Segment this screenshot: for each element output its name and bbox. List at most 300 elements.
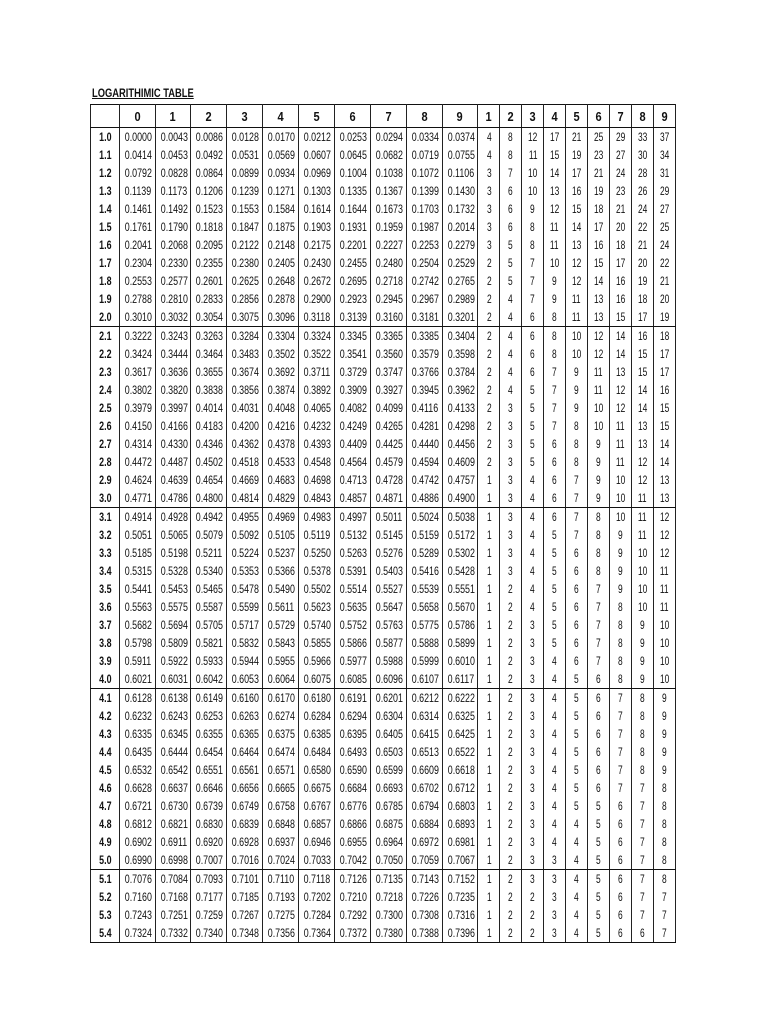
mean-difference: 8 (640, 709, 645, 723)
mean-difference: 34 (659, 148, 670, 162)
mean-difference-cell (544, 779, 566, 797)
mean-difference-cell (653, 689, 675, 708)
mean-difference-cell (609, 833, 631, 851)
log-value-cell (442, 164, 478, 182)
mean-difference: 5 (596, 835, 601, 849)
log-value: 0.3856 (232, 383, 260, 397)
log-value: 0.6053 (232, 672, 260, 686)
row-label (91, 363, 120, 381)
row-label (91, 689, 120, 708)
log-value-cell (155, 308, 191, 327)
mean-difference-cell (609, 272, 631, 290)
mean-difference-cell (544, 200, 566, 218)
mean-difference-cell (478, 743, 500, 761)
mean-difference-cell (522, 743, 544, 761)
log-value-cell (299, 272, 335, 290)
log-value: 0.4393 (303, 437, 332, 451)
mean-difference-cell (588, 870, 610, 889)
row-label-text: 1.1 (98, 148, 112, 162)
log-value: 0.3927 (375, 383, 403, 397)
mean-difference-cell (522, 670, 544, 689)
log-value: 0.4014 (196, 401, 224, 415)
log-value-cell (263, 689, 299, 708)
mean-difference-cell (609, 308, 631, 327)
log-value-cell (119, 689, 155, 708)
mean-difference: 20 (637, 256, 648, 270)
mean-difference-cell (588, 471, 610, 489)
log-value: 0.3838 (196, 383, 224, 397)
mean-difference: 2 (508, 926, 514, 940)
log-value: 0.6972 (411, 835, 439, 849)
mean-difference-cell (544, 888, 566, 906)
mean-difference-cell (588, 526, 610, 544)
mean-difference-cell (500, 924, 522, 943)
log-value: 0.4548 (303, 455, 332, 469)
mean-difference-cell (609, 924, 631, 943)
mean-difference: 6 (574, 654, 579, 668)
mean-difference-cell (544, 797, 566, 815)
mean-difference: 2 (508, 636, 514, 650)
log-value: 0.1818 (196, 220, 224, 234)
log-value-cell (227, 453, 263, 471)
log-value-cell (406, 580, 442, 598)
mean-difference: 7 (574, 510, 579, 524)
mean-difference: 7 (574, 491, 579, 505)
log-value: 0.6551 (196, 763, 224, 777)
mean-difference-cell (478, 363, 500, 381)
mean-difference-cell (544, 182, 566, 200)
mean-difference: 4 (508, 383, 514, 397)
column-header-label: 0 (134, 108, 141, 124)
mean-difference: 8 (574, 419, 579, 433)
log-value-cell (119, 327, 155, 346)
log-value: 0.1004 (339, 166, 367, 180)
table-row (91, 888, 676, 906)
log-value-cell (263, 670, 299, 689)
log-value: 0.1761 (124, 220, 152, 234)
mean-difference-cell (544, 254, 566, 272)
mean-difference-cell (544, 453, 566, 471)
mean-difference-cell (566, 634, 588, 652)
mean-difference: 13 (550, 184, 560, 198)
mean-difference-cell (544, 562, 566, 580)
log-value-cell (191, 290, 227, 308)
mean-difference: 1 (486, 473, 492, 487)
log-value: 0.3979 (124, 401, 152, 415)
log-value-cell (406, 562, 442, 580)
mean-difference: 12 (659, 528, 670, 542)
log-value: 0.4502 (196, 455, 224, 469)
log-value: 0.6294 (339, 709, 367, 723)
log-value-cell (334, 508, 370, 527)
log-value-cell (370, 743, 406, 761)
log-value: 0.6875 (375, 817, 403, 831)
table-body (91, 128, 676, 943)
mean-difference-cell (631, 544, 653, 562)
mean-difference-cell (522, 888, 544, 906)
log-value: 0.2529 (447, 256, 475, 270)
log-value: 0.5866 (339, 636, 367, 650)
mean-difference-cell (631, 128, 653, 147)
log-value: 0.1523 (196, 202, 224, 216)
mean-difference: 24 (637, 202, 648, 216)
log-value: 0.6474 (267, 745, 296, 759)
mean-difference-cell (609, 399, 631, 417)
mean-difference: 10 (615, 491, 626, 505)
log-value: 0.6893 (447, 817, 475, 831)
table-row (91, 290, 676, 308)
mean-difference: 8 (662, 853, 667, 867)
mean-difference: 4 (552, 763, 558, 777)
log-value-cell (227, 290, 263, 308)
mean-difference: 5 (552, 546, 558, 560)
mean-difference: 4 (574, 853, 579, 867)
table-row (91, 489, 676, 508)
log-value-cell (155, 779, 191, 797)
log-value: 0.3464 (196, 347, 224, 361)
mean-difference-cell (544, 544, 566, 562)
column-header-label: 9 (456, 108, 464, 124)
mean-difference: 1 (486, 491, 492, 505)
log-value: 0.3345 (339, 329, 367, 343)
log-value: 0.5366 (267, 564, 296, 578)
mean-difference: 4 (530, 600, 536, 614)
mean-difference-cell (566, 218, 588, 236)
log-value: 0.6693 (375, 781, 403, 795)
log-value: 0.4829 (267, 491, 296, 505)
mean-difference: 1 (486, 691, 492, 705)
mean-difference: 10 (637, 600, 648, 614)
mean-difference: 21 (637, 238, 648, 252)
mean-difference-cell (544, 707, 566, 725)
log-value-cell (442, 634, 478, 652)
log-value: 0.1038 (375, 166, 403, 180)
log-value: 0.6675 (303, 781, 332, 795)
log-value: 0.1271 (267, 184, 296, 198)
row-label (91, 128, 120, 147)
log-value: 0.7042 (339, 853, 367, 867)
row-label-text: 5.2 (98, 890, 112, 904)
mean-difference-cell (478, 598, 500, 616)
log-value-cell (406, 634, 442, 652)
log-value: 0.3160 (375, 310, 403, 324)
row-label (91, 652, 120, 670)
log-value-cell (263, 128, 299, 147)
mean-difference: 4 (552, 817, 558, 831)
mean-difference: 16 (637, 329, 648, 343)
log-value-cell (191, 761, 227, 779)
log-value-cell (299, 417, 335, 435)
mean-difference-cell (566, 399, 588, 417)
log-value: 0.5999 (411, 654, 439, 668)
log-value: 0.6902 (124, 835, 152, 849)
mean-difference: 8 (552, 310, 558, 324)
table-row (91, 833, 676, 851)
log-value-cell (227, 689, 263, 708)
log-value: 0.6749 (232, 799, 260, 813)
mean-difference: 7 (640, 781, 645, 795)
mean-difference: 12 (571, 256, 582, 270)
log-value: 0.5933 (196, 654, 224, 668)
log-value: 0.0170 (267, 130, 296, 144)
mean-difference-cell (588, 634, 610, 652)
mean-difference-cell (544, 218, 566, 236)
mean-difference: 6 (552, 437, 558, 451)
mean-difference-cell (653, 870, 675, 889)
mean-difference: 3 (552, 908, 558, 922)
mean-difference-cell (588, 652, 610, 670)
row-label (91, 833, 120, 851)
log-value: 0.6107 (411, 672, 439, 686)
log-value: 0.0719 (411, 148, 439, 162)
table-row (91, 363, 676, 381)
log-value-cell (406, 906, 442, 924)
mean-difference: 10 (550, 256, 560, 270)
log-value: 0.6314 (411, 709, 439, 723)
log-value: 0.6325 (447, 709, 475, 723)
mean-difference: 3 (552, 890, 558, 904)
log-value-cell (334, 272, 370, 290)
row-label-text: 5.3 (98, 908, 112, 922)
log-value: 0.5453 (160, 582, 188, 596)
mean-difference: 5 (530, 419, 536, 433)
mean-difference: 11 (550, 220, 560, 234)
mean-difference-cell (609, 508, 631, 527)
log-value: 0.6739 (196, 799, 224, 813)
log-value-cell (334, 417, 370, 435)
mean-difference-cell (522, 634, 544, 652)
log-value-cell (263, 906, 299, 924)
log-value-cell (406, 670, 442, 689)
mean-difference-cell (631, 236, 653, 254)
log-value: 0.1461 (124, 202, 152, 216)
mean-difference-cell (631, 327, 653, 346)
mean-difference: 8 (596, 510, 601, 524)
mean-difference: 3 (508, 510, 514, 524)
log-value-cell (263, 417, 299, 435)
log-value-cell (155, 707, 191, 725)
log-value-cell (191, 128, 227, 147)
log-value: 0.3284 (232, 329, 260, 343)
row-label (91, 381, 120, 399)
mean-difference: 4 (574, 926, 579, 940)
log-value-cell (442, 381, 478, 399)
log-value: 0.3010 (124, 310, 152, 324)
mean-difference-cell (609, 146, 631, 164)
mean-difference-cell (478, 652, 500, 670)
log-value-cell (334, 924, 370, 943)
mean-difference-cell (478, 562, 500, 580)
log-value-cell (227, 670, 263, 689)
difference-header-label: 1 (485, 108, 492, 124)
table-row (91, 743, 676, 761)
mean-difference: 4 (574, 835, 579, 849)
mean-difference: 14 (571, 220, 582, 234)
mean-difference: 9 (662, 745, 667, 759)
log-value: 0.6180 (303, 691, 332, 705)
table-row (91, 417, 676, 435)
log-value: 0.6702 (411, 781, 439, 795)
log-value-cell (370, 544, 406, 562)
mean-difference: 6 (574, 600, 579, 614)
log-value: 0.5465 (196, 582, 224, 596)
mean-difference: 7 (640, 853, 645, 867)
mean-difference: 20 (615, 220, 626, 234)
row-label (91, 489, 120, 508)
row-label (91, 308, 120, 327)
log-value: 0.4771 (124, 491, 152, 505)
mean-difference-cell (478, 308, 500, 327)
log-value: 0.3909 (339, 383, 367, 397)
log-value-cell (227, 435, 263, 453)
log-value: 0.5391 (339, 564, 367, 578)
mean-difference-cell (478, 725, 500, 743)
log-value: 0.4800 (196, 491, 224, 505)
row-label-text: 1.9 (98, 292, 112, 306)
mean-difference-cell (588, 833, 610, 851)
log-value-cell (191, 308, 227, 327)
log-value: 0.5966 (303, 654, 332, 668)
mean-difference-cell (653, 725, 675, 743)
mean-difference-cell (588, 508, 610, 527)
mean-difference-cell (631, 851, 653, 870)
table-row (91, 345, 676, 363)
mean-difference-cell (609, 182, 631, 200)
mean-difference: 3 (486, 184, 492, 198)
mean-difference-cell (522, 453, 544, 471)
mean-difference-cell (588, 417, 610, 435)
mean-difference: 2 (486, 401, 492, 415)
mean-difference-cell (566, 562, 588, 580)
column-header (370, 105, 406, 128)
log-value-cell (442, 797, 478, 815)
log-value-cell (227, 652, 263, 670)
mean-difference: 10 (659, 636, 670, 650)
log-value-cell (406, 707, 442, 725)
mean-difference-cell (544, 471, 566, 489)
log-value: 0.6075 (303, 672, 332, 686)
mean-difference-cell (609, 363, 631, 381)
mean-difference: 5 (596, 872, 601, 886)
log-value: 0.6222 (447, 691, 475, 705)
row-label (91, 580, 120, 598)
log-value: 0.5635 (339, 600, 367, 614)
log-value: 0.7364 (303, 926, 332, 940)
log-value: 0.5944 (232, 654, 260, 668)
mean-difference-cell (588, 128, 610, 147)
log-value: 0.2014 (447, 220, 475, 234)
mean-difference: 2 (486, 274, 492, 288)
log-value: 0.7235 (447, 890, 475, 904)
log-value-cell (263, 833, 299, 851)
mean-difference-cell (500, 236, 522, 254)
mean-difference-cell (478, 508, 500, 527)
mean-difference: 19 (593, 184, 604, 198)
mean-difference: 16 (571, 184, 582, 198)
mean-difference-cell (609, 471, 631, 489)
column-header (299, 105, 335, 128)
log-value-cell (299, 761, 335, 779)
difference-header-label: 3 (529, 108, 536, 124)
mean-difference: 6 (596, 691, 601, 705)
mean-difference-cell (653, 815, 675, 833)
mean-difference: 13 (593, 310, 604, 324)
mean-difference: 37 (659, 130, 670, 144)
log-value: 0.6117 (447, 672, 474, 686)
log-value-cell (299, 399, 335, 417)
log-value-cell (155, 616, 191, 634)
log-value-cell (370, 833, 406, 851)
mean-difference-cell (500, 453, 522, 471)
mean-difference: 17 (637, 310, 648, 324)
log-value: 0.7300 (375, 908, 403, 922)
log-value: 0.3096 (267, 310, 296, 324)
mean-difference: 17 (659, 365, 670, 379)
row-label (91, 200, 120, 218)
log-value-cell (191, 254, 227, 272)
mean-difference-cell (588, 815, 610, 833)
log-value: 0.7135 (375, 872, 403, 886)
mean-difference: 4 (530, 582, 536, 596)
mean-difference: 22 (659, 256, 670, 270)
mean-difference: 6 (618, 890, 623, 904)
log-value-cell (334, 634, 370, 652)
mean-difference-cell (588, 743, 610, 761)
log-value-cell (370, 924, 406, 943)
mean-difference: 2 (530, 908, 536, 922)
log-value-cell (299, 743, 335, 761)
mean-difference-cell (500, 290, 522, 308)
mean-difference-cell (522, 906, 544, 924)
log-value: 0.3365 (375, 329, 403, 343)
log-value: 0.6884 (411, 817, 439, 831)
log-value-cell (191, 399, 227, 417)
mean-difference: 15 (593, 256, 604, 270)
row-label (91, 634, 120, 652)
mean-difference-cell (631, 363, 653, 381)
log-value-cell (263, 851, 299, 870)
mean-difference: 7 (618, 763, 623, 777)
mean-difference: 15 (659, 401, 670, 415)
row-label-text: 1.4 (98, 202, 112, 216)
mean-difference: 4 (552, 672, 558, 686)
log-value: 0.7016 (232, 853, 260, 867)
log-value: 0.4654 (196, 473, 224, 487)
log-value-cell (119, 652, 155, 670)
log-value-cell (370, 906, 406, 924)
log-value: 0.6522 (447, 745, 475, 759)
log-value-cell (227, 164, 263, 182)
mean-difference: 2 (508, 600, 514, 614)
row-label-text: 1.2 (98, 166, 112, 180)
mean-difference: 6 (618, 853, 623, 867)
log-value-cell (406, 689, 442, 708)
log-value: 0.5119 (303, 528, 331, 542)
log-value-cell (406, 363, 442, 381)
log-value: 0.0755 (447, 148, 475, 162)
log-value-cell (299, 652, 335, 670)
mean-difference: 2 (508, 745, 514, 759)
log-value-cell (155, 182, 191, 200)
mean-difference-cell (609, 652, 631, 670)
log-value: 0.6955 (339, 835, 367, 849)
column-header-label: 4 (277, 108, 284, 124)
mean-difference-cell (631, 670, 653, 689)
mean-difference-cell (522, 761, 544, 779)
log-value-cell (334, 707, 370, 725)
log-value-cell (370, 272, 406, 290)
mean-difference-cell (631, 761, 653, 779)
